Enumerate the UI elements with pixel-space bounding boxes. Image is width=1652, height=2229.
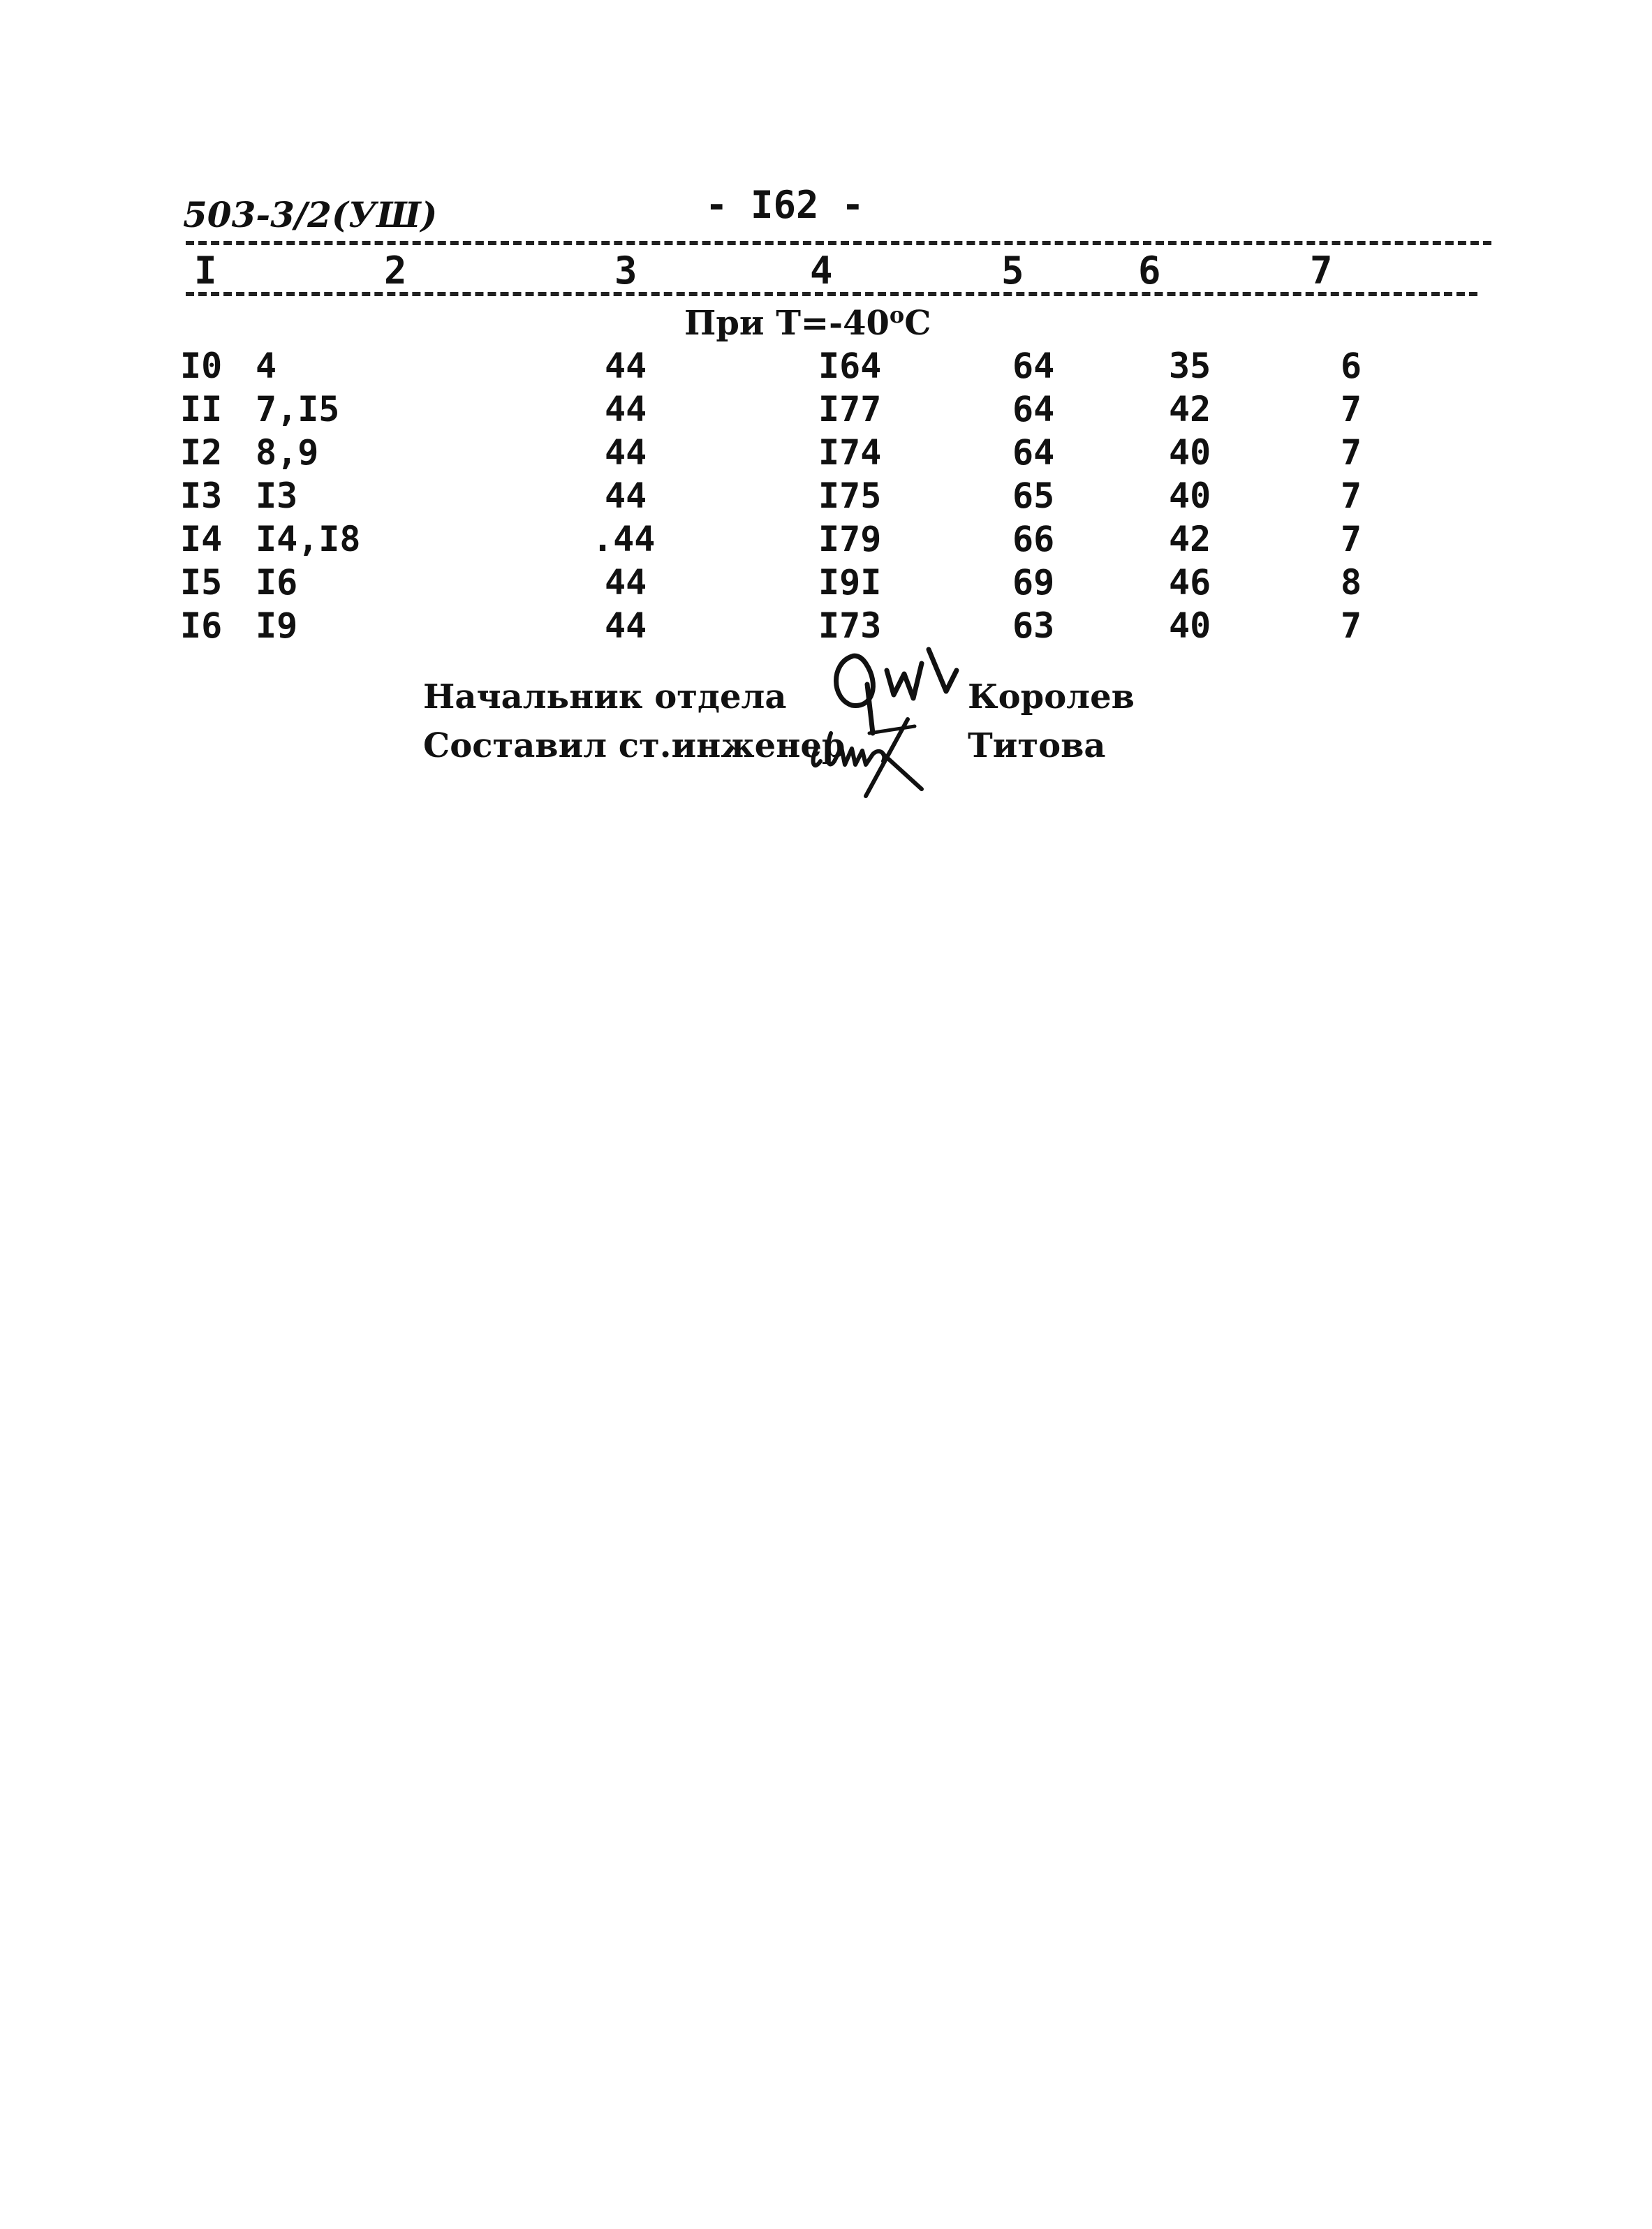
cell-col-7: 7 — [1341, 605, 1362, 646]
cell-col-1: II — [180, 389, 223, 429]
table-top-rule — [186, 241, 1491, 245]
cell-col-6: 42 — [1169, 389, 1211, 429]
cell-col-2: 8,9 — [256, 432, 319, 473]
cell-col-2: 4 — [256, 346, 277, 386]
table-body — [0, 346, 1652, 649]
cell-col-7: 7 — [1341, 389, 1362, 429]
cell-col-3: .44 — [592, 519, 656, 559]
cell-col-3: 44 — [605, 476, 647, 516]
cell-col-5: 64 — [1012, 432, 1055, 473]
column-header-4: 4 — [810, 249, 833, 293]
table-row — [0, 519, 1652, 562]
engineer-title: Составил ст.инженер — [423, 726, 846, 765]
cell-col-5: 63 — [1012, 605, 1055, 646]
cell-col-3: 44 — [605, 432, 647, 473]
cell-col-2: I6 — [256, 562, 298, 603]
table-row — [0, 389, 1652, 432]
cell-col-2: 7,I5 — [256, 389, 340, 429]
cell-col-5: 66 — [1012, 519, 1055, 559]
cell-col-6: 40 — [1169, 476, 1211, 516]
head-of-department-name: Королев — [968, 677, 1135, 716]
cell-col-2: I3 — [256, 476, 298, 516]
column-header-7: 7 — [1310, 249, 1333, 293]
cell-col-7: 7 — [1341, 519, 1362, 559]
table-row — [0, 476, 1652, 519]
cell-col-5: 64 — [1012, 389, 1055, 429]
cell-col-3: 44 — [605, 389, 647, 429]
table-row — [0, 346, 1652, 389]
cell-col-5: 69 — [1012, 562, 1055, 603]
table-row — [0, 432, 1652, 476]
cell-col-4: I77 — [818, 389, 882, 429]
cell-col-7: 8 — [1341, 562, 1362, 603]
cell-col-5: 64 — [1012, 346, 1055, 386]
cell-col-2: I9 — [256, 605, 298, 646]
cell-col-3: 44 — [605, 605, 647, 646]
cell-col-7: 7 — [1341, 432, 1362, 473]
section-title: При $Т=-40^oС$ — [684, 302, 931, 343]
cell-col-1: I2 — [180, 432, 223, 473]
column-header-6: 6 — [1138, 249, 1161, 293]
cell-col-4: I79 — [818, 519, 882, 559]
cell-col-2: I4,I8 — [256, 519, 361, 559]
cell-col-1: I3 — [180, 476, 223, 516]
column-header-5: 5 — [1001, 249, 1024, 293]
cell-col-6: 35 — [1169, 346, 1211, 386]
cell-col-7: 6 — [1341, 346, 1362, 386]
table-row — [0, 562, 1652, 605]
document-code: 503-3/2(УШ) — [183, 194, 438, 235]
cell-col-1: I0 — [180, 346, 223, 386]
cell-col-6: 40 — [1169, 432, 1211, 473]
engineer-signature-mark — [803, 705, 950, 803]
cell-col-4: I74 — [818, 432, 882, 473]
cell-col-4: I9I — [818, 562, 882, 603]
cell-col-4: I75 — [818, 476, 882, 516]
engineer-name: Титова — [968, 726, 1106, 765]
page-number: - I62 - — [705, 183, 864, 227]
cell-col-6: 46 — [1169, 562, 1211, 603]
cell-col-1: I4 — [180, 519, 223, 559]
cell-col-3: 44 — [605, 562, 647, 603]
column-header-1: I — [194, 249, 217, 293]
cell-col-5: 65 — [1012, 476, 1055, 516]
cell-col-6: 42 — [1169, 519, 1211, 559]
cell-col-6: 40 — [1169, 605, 1211, 646]
column-header-2: 2 — [384, 249, 407, 293]
cell-col-1: I5 — [180, 562, 223, 603]
cell-col-1: I6 — [180, 605, 223, 646]
head-of-department-title: Начальник отдела — [423, 677, 787, 716]
column-header-3: 3 — [614, 249, 637, 293]
cell-col-3: 44 — [605, 346, 647, 386]
cell-col-4: I73 — [818, 605, 882, 646]
cell-col-4: I64 — [818, 346, 882, 386]
cell-col-7: 7 — [1341, 476, 1362, 516]
